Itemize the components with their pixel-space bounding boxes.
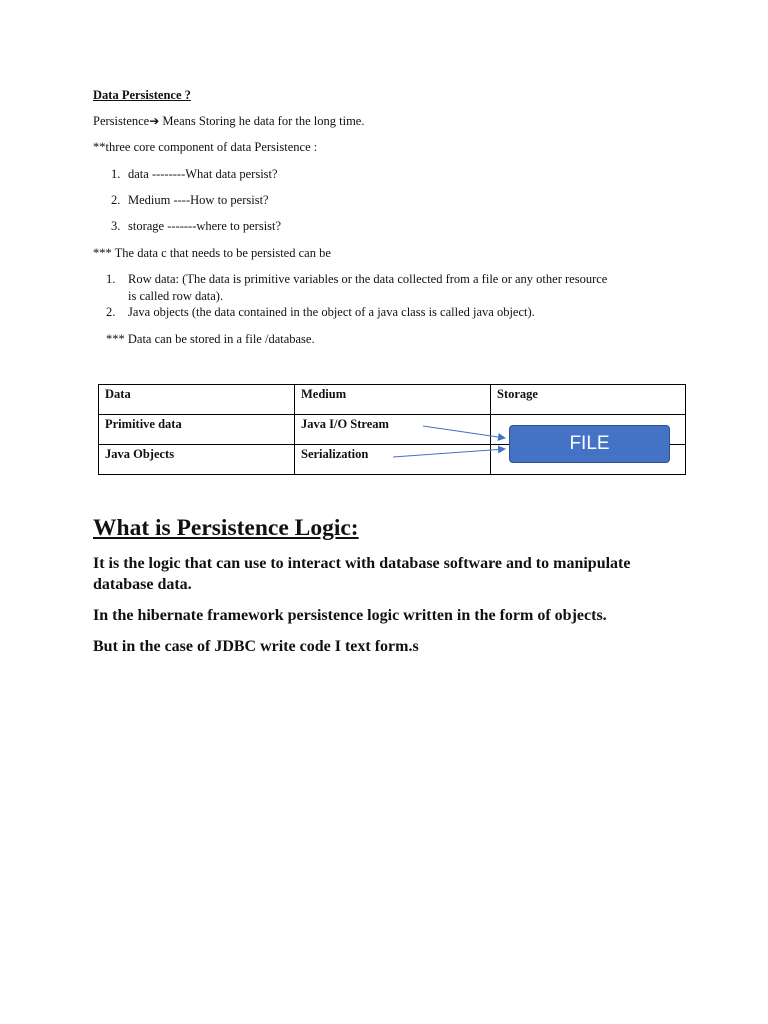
list-item: data --------What data persist?: [128, 167, 278, 181]
table-cell: Java Objects: [99, 445, 295, 475]
page-heading: Data Persistence ?: [93, 88, 191, 102]
arrow-serialization-to-file: [393, 449, 505, 457]
right-arrow-icon: ➔: [149, 114, 160, 128]
list-item-number: 3.: [111, 219, 121, 233]
definition-term: Persistence: [93, 114, 150, 128]
table-cell: Serialization: [295, 445, 491, 475]
core-intro: **three core component of data Persistence :: [93, 140, 318, 154]
file-box-label: FILE: [569, 433, 610, 454]
list-item: storage -------where to persist?: [128, 219, 282, 233]
list-item-number: 1.: [111, 167, 121, 181]
section-paragraph: In the hibernate framework persistence logic written in the form of objects.: [93, 607, 607, 624]
list-item-number: 1.: [106, 272, 116, 286]
list-item: Java objects (the data contained in the object of a java class is called java object).: [128, 305, 535, 319]
storage-note: *** Data can be stored in a file /database.: [106, 332, 315, 346]
list-item: Medium ----How to persist?: [128, 193, 269, 207]
definition-text: Means Storing he data for the long time.: [159, 114, 365, 128]
list-item-number: 2.: [111, 193, 121, 207]
arrow-io-stream-to-file: [423, 426, 505, 438]
table-header-cell: Data: [99, 385, 295, 415]
section-paragraph: It is the logic that can use to interact with database software and to manipulate database data.: [93, 555, 631, 593]
list-item-continuation: is called row data).: [128, 289, 224, 303]
table-header-cell: Medium: [295, 385, 491, 415]
persist-intro: *** The data c that needs to be persisted can be: [93, 246, 331, 260]
list-item-number: 2.: [106, 305, 116, 319]
table-header-cell: Storage: [491, 385, 686, 415]
table-cell: Java I/O Stream: [295, 415, 491, 445]
table-cell: Primitive data: [99, 415, 295, 445]
section-paragraph: But in the case of JDBC write code I text form.s: [93, 638, 419, 655]
list-item: Row data: (The data is primitive variables or the data collected from a file or any other resource: [128, 272, 608, 286]
section-title: What is Persistence Logic:: [93, 515, 359, 541]
